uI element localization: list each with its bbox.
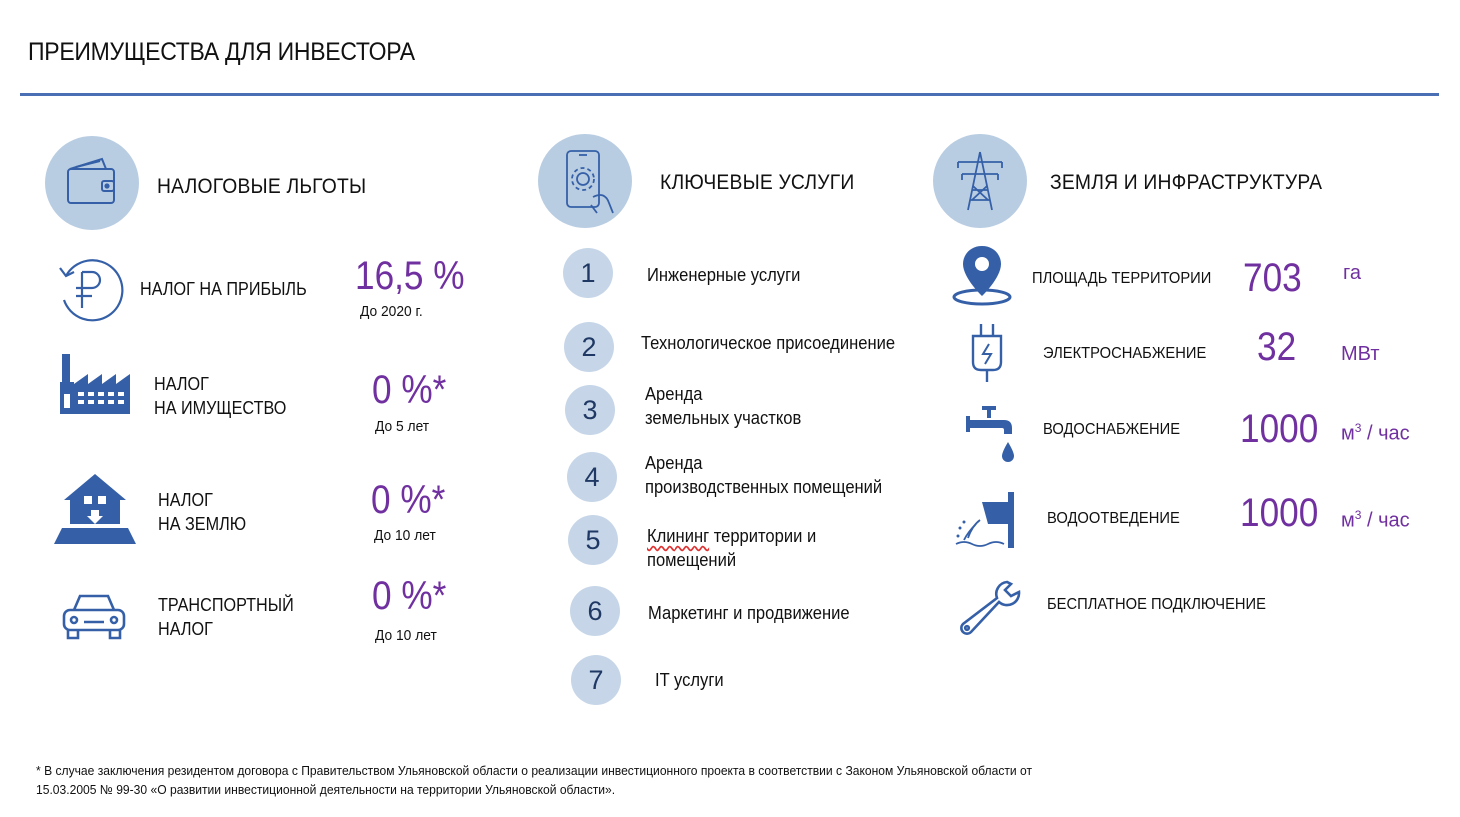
territory-area-value: 703 [1243, 256, 1302, 300]
service-4-label-line1: Аренда [645, 453, 703, 473]
infra-section-badge [933, 134, 1027, 228]
footnote-line1: * В случае заключения резидентом договора с Правительством Ульяновской области о реализации инвестиционного проекта в соответствии с Законом Ульяновской области от [36, 763, 1033, 778]
power-supply-unit: МВт [1341, 343, 1380, 365]
territory-area-unit: га [1343, 262, 1361, 284]
land-tax-note: До 10 лет [374, 527, 436, 544]
property-tax-value: 0 %* [372, 368, 447, 412]
water-drainage-label: ВОДООТВЕДЕНИЕ [1047, 510, 1180, 527]
free-connection-label: БЕСПЛАТНОЕ ПОДКЛЮЧЕНИЕ [1047, 596, 1266, 613]
phone-gear-icon [553, 147, 617, 215]
property-tax-label-line1: НАЛОГ [154, 374, 209, 394]
service-5-label-line2: помещений [647, 550, 737, 570]
infra-section-heading: ЗЕМЛЯ И ИНФРАСТРУКТУРА [1050, 171, 1323, 194]
property-tax-note: До 5 лет [375, 418, 430, 435]
service-number-6: 6 [570, 586, 620, 636]
territory-area-label: ПЛОЩАДЬ ТЕРРИТОРИИ [1032, 270, 1212, 287]
service-5-label-line1 [647, 524, 816, 548]
service-3-label-line1: Аренда [645, 384, 703, 404]
title-divider [20, 93, 1439, 96]
power-tower-icon [952, 150, 1008, 212]
power-supply-label: ЭЛЕКТРОСНАБЖЕНИЕ [1043, 345, 1207, 362]
tax-section-heading: НАЛОГОВЫЕ ЛЬГОТЫ [157, 175, 367, 198]
service-6-label: Маркетинг и продвижение [648, 603, 850, 623]
water-drainage-unit: $м^3$ / час [1341, 508, 1410, 532]
car-icon [60, 590, 128, 647]
wallet-icon [62, 155, 122, 211]
services-section-badge [538, 134, 632, 228]
services-section-heading: КЛЮЧЕВЫЕ УСЛУГИ [660, 171, 855, 194]
transport-tax-label-line2: НАЛОГ [158, 619, 213, 639]
profit-tax-label: НАЛОГ НА ПРИБЫЛЬ [140, 279, 307, 299]
service-number-5: 5 [568, 515, 618, 565]
transport-tax-note: До 10 лет [375, 627, 437, 644]
water-supply-unit: $м^3$ / час [1341, 421, 1410, 445]
land-tax-label-line2: НА ЗЕМЛЮ [158, 514, 247, 534]
service-4-label-line2: производственных помещений [645, 477, 883, 497]
plug-icon [969, 322, 1005, 389]
service-5-rest: территории и [709, 526, 817, 546]
house-land-icon [52, 470, 138, 551]
transport-tax-label-line1: ТРАНСПОРТНЫЙ [158, 595, 294, 615]
transport-tax-value: 0 %* [372, 574, 447, 618]
tax-section-badge [45, 136, 139, 230]
service-2-label: Технологическое присоединение [641, 333, 896, 353]
property-tax-label-line2: НА ИМУЩЕСТВО [154, 398, 287, 418]
wrench-icon [957, 578, 1023, 641]
ruble-icon [52, 254, 124, 331]
factory-icon [56, 352, 132, 421]
service-number-7: 7 [571, 655, 621, 705]
profit-tax-note: До 2020 г. [360, 303, 423, 320]
service-number-1: 1 [563, 248, 613, 298]
footnote [36, 761, 1032, 799]
service-number-2: 2 [564, 322, 614, 372]
land-tax-label-line1: НАЛОГ [158, 490, 213, 510]
water-supply-label: ВОДОСНАБЖЕНИЕ [1043, 421, 1181, 438]
water-supply-value: 1000 [1240, 407, 1319, 451]
service-5-word-cleaning: Клининг [647, 526, 710, 546]
service-1-label: Инженерные услуги [647, 265, 801, 285]
service-7-label: IT услуги [655, 670, 724, 690]
service-number-3: 3 [565, 385, 615, 435]
service-3-label-line2: земельных участков [645, 408, 802, 428]
power-supply-value: 32 [1257, 325, 1297, 369]
faucet-icon [964, 404, 1018, 471]
profit-tax-value: 16,5 % [355, 254, 465, 298]
page-title: ПРЕИМУЩЕСТВА ДЛЯ ИНВЕСТОРА [28, 38, 415, 66]
footnote-line2: 15.03.2005 № 99-30 «О развитии инвестиционной деятельности на территории Ульяновской области». [36, 782, 616, 797]
water-drainage-value: 1000 [1240, 491, 1319, 535]
location-pin-icon [950, 244, 1014, 311]
land-tax-value: 0 %* [371, 478, 446, 522]
drain-pipe-icon [954, 490, 1018, 555]
service-number-4: 4 [567, 452, 617, 502]
